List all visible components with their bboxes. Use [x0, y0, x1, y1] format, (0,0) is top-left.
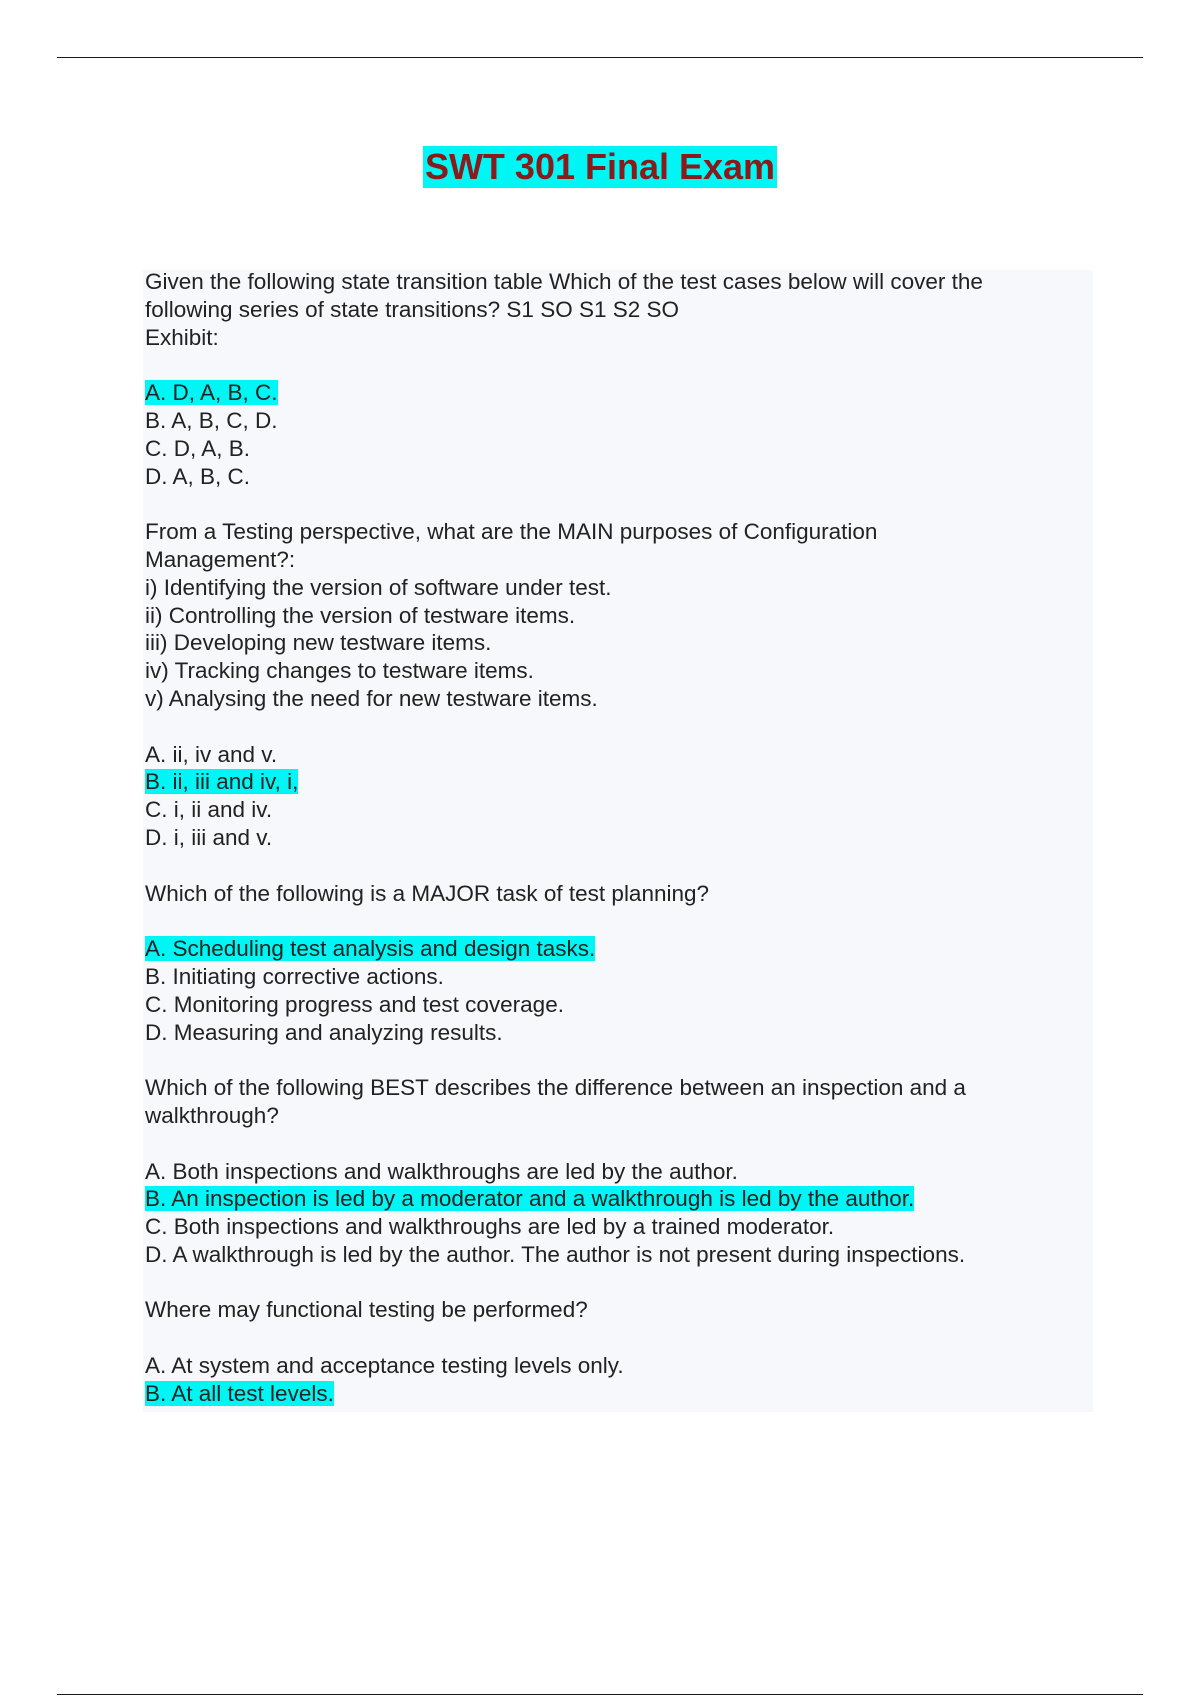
answer-option-correct: A. Scheduling test analysis and design tasks. — [145, 936, 596, 962]
answer-option: B. Initiating corrective actions. — [145, 963, 444, 989]
question-4 — [145, 1074, 1085, 1269]
question-5 — [145, 1296, 1085, 1407]
answer-option-correct: B. At all test levels. — [145, 1380, 334, 1406]
question-1 — [145, 268, 1085, 490]
page-title: SWT 301 Final Exam — [424, 146, 776, 187]
question-text: following series of state transitions? S1 SO S1 S2 SO — [145, 296, 680, 322]
answer-option: D. Measuring and analyzing results. — [145, 1019, 503, 1045]
question-text: iii) Developing new testware items. — [145, 630, 492, 656]
answer-option-correct: B. ii, iii and iv, i, — [145, 769, 299, 795]
question-2 — [145, 518, 1085, 852]
answer-option: A. At system and acceptance testing levels only. — [145, 1353, 624, 1379]
question-text: walkthrough? — [145, 1102, 279, 1128]
top-rule — [57, 57, 1143, 58]
question-text: Which of the following BEST describes the difference between an inspection and a — [145, 1075, 966, 1101]
answer-option: C. Monitoring progress and test coverage. — [145, 991, 564, 1017]
answer-option: B. A, B, C, D. — [145, 407, 278, 433]
answer-option: D. A, B, C. — [145, 463, 251, 489]
question-text: Management?: — [145, 546, 296, 572]
question-text: Given the following state transition table Which of the test cases below will cover the — [145, 269, 983, 294]
title-container — [0, 146, 1200, 188]
answer-option: D. A walkthrough is led by the author. The author is not present during inspections. — [145, 1241, 966, 1267]
answer-option: A. ii, iv and v. — [145, 741, 278, 767]
question-text: ii) Controlling the version of testware items. — [145, 602, 576, 628]
answer-option: A. Both inspections and walkthroughs are led by the author. — [145, 1158, 738, 1184]
answer-option: C. i, ii and iv. — [145, 797, 273, 823]
question-text: Which of the following is a MAJOR task of test planning? — [145, 880, 710, 906]
question-3 — [145, 880, 1085, 1047]
answer-option: C. Both inspections and walkthroughs are led by a trained moderator. — [145, 1214, 835, 1240]
question-text: i) Identifying the version of software under test. — [145, 574, 612, 600]
answer-option-correct: B. An inspection is led by a moderator and a walkthrough is led by the author. — [145, 1186, 915, 1212]
question-text: From a Testing perspective, what are the MAIN purposes of Configuration — [145, 519, 878, 545]
question-text: v) Analysing the need for new testware items. — [145, 685, 598, 711]
question-text: Exhibit: — [145, 324, 219, 350]
answer-option: C. D, A, B. — [145, 435, 251, 461]
exam-content — [145, 268, 1085, 1408]
answer-option-correct: A. D, A, B, C. — [145, 380, 278, 406]
question-text: iv) Tracking changes to testware items. — [145, 658, 534, 684]
answer-option: D. i, iii and v. — [145, 824, 273, 850]
question-text: Where may functional testing be performed? — [145, 1297, 588, 1323]
bottom-rule — [57, 1694, 1143, 1695]
